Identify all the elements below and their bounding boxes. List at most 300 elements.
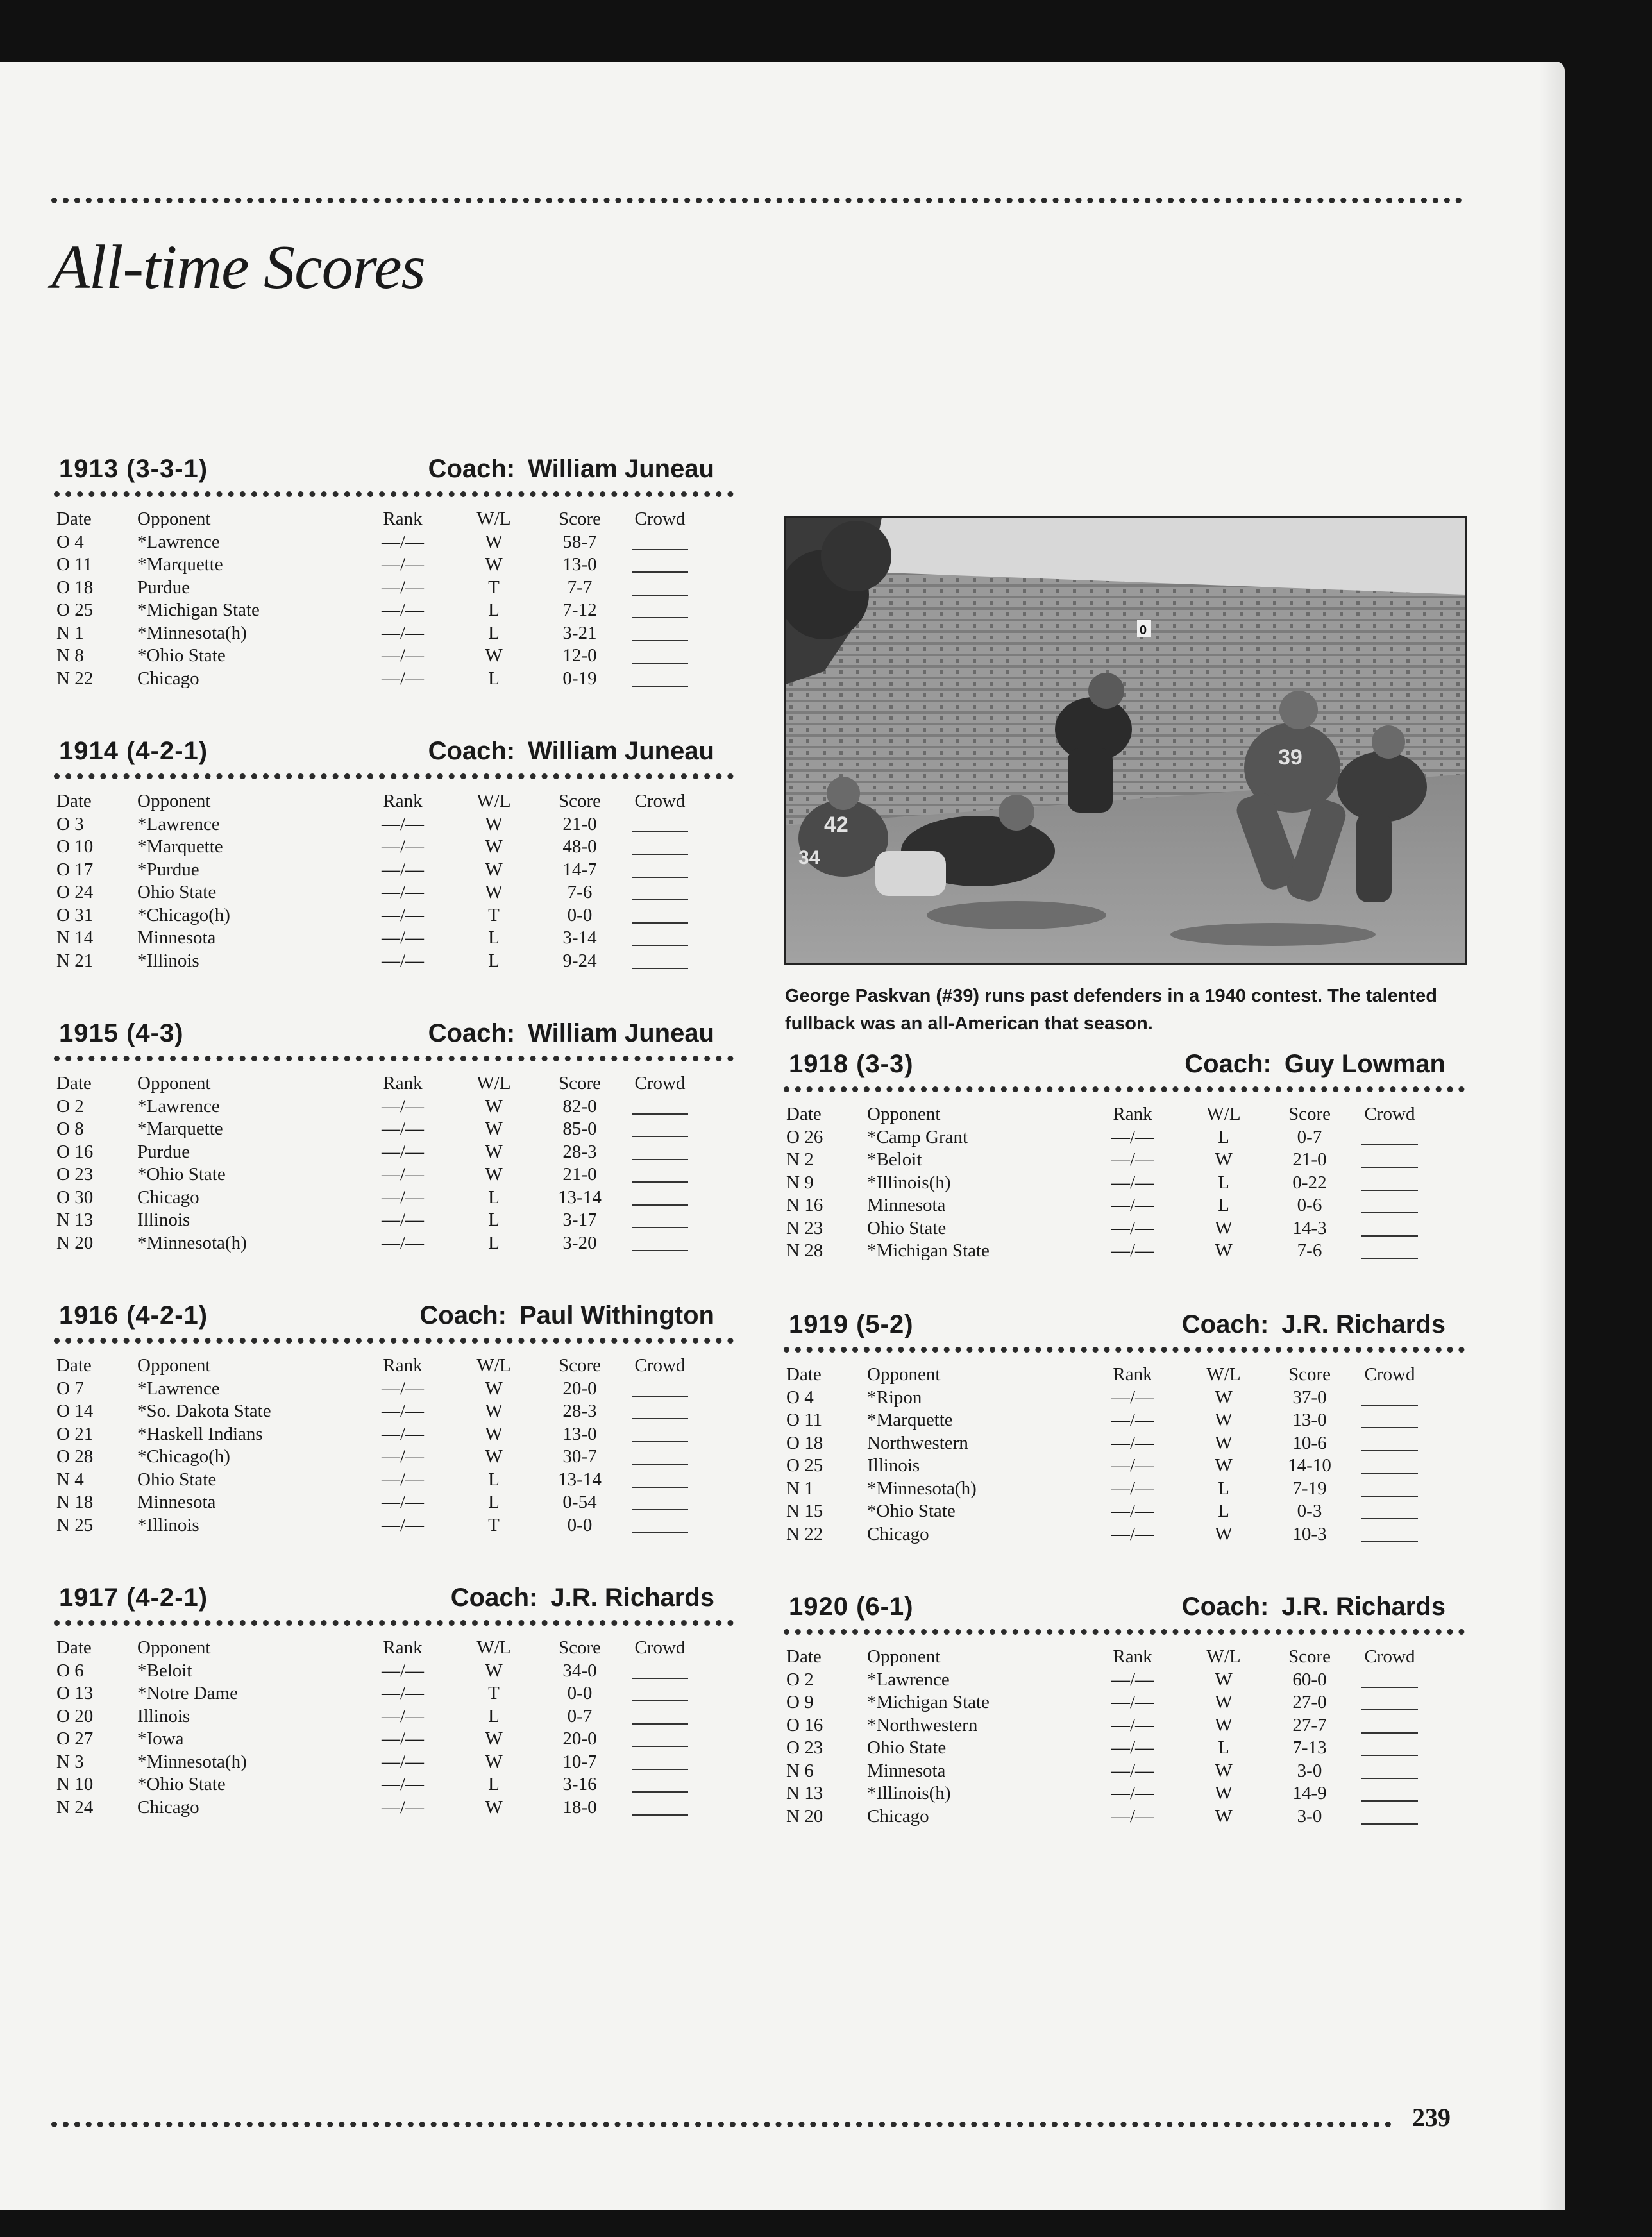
game-date: O 23 [56,1164,94,1185]
game-date: N 2 [786,1149,814,1170]
game-crowd [625,1728,695,1751]
game-result: L [488,1232,500,1253]
game-crowd [625,950,695,973]
game-crowd [625,836,695,859]
crowd-blank-line [632,864,688,878]
game-rank: —/— [381,836,425,857]
game-result: W [1215,1217,1233,1238]
game-date: O 4 [786,1387,814,1408]
game-opponent: *Marquette [137,836,223,857]
game-rank: —/— [381,1210,425,1230]
bottom-dotted-rule [51,2122,1392,2127]
game-date: O 17 [56,859,94,880]
header-rank: Rank [383,791,423,811]
game-result: W [485,882,503,902]
header-wl: W/L [476,791,511,811]
game-result: W [1215,1760,1233,1781]
season-block [54,1009,734,1279]
game-date: N 20 [56,1232,94,1253]
game-rank: —/— [1111,1455,1154,1476]
game-crowd [1354,1240,1425,1263]
coach-name: William Juneau [528,1019,714,1047]
game-date: O 26 [786,1126,823,1147]
game-crowd [625,1751,695,1774]
game-date: N 23 [786,1217,823,1238]
game-crowd [1354,1782,1425,1805]
game-opponent: *Beloit [137,1660,192,1681]
game-rank: —/— [381,1141,425,1162]
game-opponent: *Marquette [137,554,223,575]
game-crowd [625,1796,695,1819]
game-opponent: *Marquette [137,1118,223,1139]
header-wl: W/L [476,1355,511,1376]
table-row [54,622,695,645]
game-date: O 4 [56,531,84,552]
coach-name-line [1182,1310,1446,1339]
header-wl: W/L [476,1637,511,1658]
game-date: O 11 [786,1410,823,1430]
table-row [784,1714,1425,1737]
crowd-blank-line [1361,1177,1418,1191]
game-score: 7-19 [1292,1478,1327,1499]
game-result: W [485,1751,503,1772]
game-score: 60-0 [1292,1669,1327,1690]
game-opponent: *Purdue [137,859,199,880]
schedule-table [54,1072,695,1254]
game-opponent: *Minnesota(h) [867,1478,977,1499]
game-date: O 25 [786,1455,823,1476]
game-result: W [485,813,503,834]
game-score: 7-7 [567,577,593,598]
game-score: 85-0 [562,1118,597,1139]
game-date: O 11 [56,554,93,575]
game-date: O 25 [56,600,94,620]
season-dotted-rule [54,1620,734,1626]
table-header-row [54,508,695,531]
header-date: Date [786,1646,822,1667]
game-score: 3-14 [562,927,597,948]
game-result: L [488,1469,500,1490]
header-date: Date [56,1637,92,1658]
game-rank: —/— [381,577,425,598]
game-opponent: *Beloit [867,1149,922,1170]
game-opponent: *Minnesota(h) [137,1751,247,1772]
game-opponent: *Lawrence [137,813,220,834]
game-score: 82-0 [562,1095,597,1117]
crowd-blank-line [632,909,688,924]
game-date: O 18 [56,577,94,598]
season-dotted-rule [784,1086,1465,1092]
crowd-blank-line [1361,1528,1418,1542]
crowd-blank-line [632,886,688,900]
crowd-blank-line [1361,1765,1418,1779]
header-score: Score [558,791,602,811]
game-result: L [488,1492,500,1512]
game-result: W [1215,1149,1233,1170]
crowd-blank-line [632,955,688,969]
game-opponent: *Ohio State [137,1164,226,1185]
game-date: O 16 [56,1141,94,1162]
game-rank: —/— [1111,1149,1154,1170]
table-row [54,1118,695,1141]
game-score: 3-0 [1297,1760,1322,1781]
stadium-marker-0: 0 [1140,623,1147,637]
game-opponent: *Lawrence [137,1378,220,1399]
crowd-blank-line [1361,1674,1418,1688]
game-rank: —/— [381,1492,425,1512]
game-result: T [488,1514,500,1535]
game-score: 34-0 [562,1660,597,1681]
header-rank: Rank [383,1073,423,1093]
season-header [784,1040,1465,1079]
game-rank: —/— [1111,1126,1154,1147]
game-crowd [625,599,695,622]
game-rank: —/— [1111,1669,1154,1690]
header-opponent: Opponent [137,1637,211,1658]
table-row [54,904,695,927]
game-date: N 18 [56,1492,94,1512]
header-crowd: Crowd [634,1073,686,1093]
game-crowd [1354,1194,1425,1217]
crowd-blank-line [632,1778,688,1793]
game-opponent: *Lawrence [137,531,220,552]
schedule-table [784,1363,1425,1546]
table-row [54,553,695,577]
schedule-table [54,790,695,972]
header-wl: W/L [1206,1104,1241,1124]
game-rank: —/— [381,1683,425,1703]
table-row [54,1186,695,1210]
season-year-record: 1916 (4-2-1) [59,1301,208,1330]
game-result: L [488,1186,500,1208]
game-result: W [485,836,503,857]
game-score: 0-3 [1297,1501,1322,1521]
crowd-blank-line [632,1146,688,1160]
game-score: 48-0 [562,836,597,857]
game-date: N 1 [56,622,84,643]
header-wl: W/L [1206,1364,1241,1385]
game-result: L [488,1774,500,1794]
header-score: Score [1288,1104,1331,1124]
game-score: 13-0 [562,1423,597,1444]
table-row [54,1751,695,1774]
coach-name-line [428,737,714,766]
season-block [54,727,734,997]
header-wl: W/L [476,1073,511,1093]
table-row [54,1400,695,1423]
game-score: 21-0 [1292,1149,1327,1170]
crowd-blank-line [632,1214,688,1228]
game-crowd [625,1141,695,1164]
game-crowd [625,813,695,836]
game-crowd [625,1232,695,1255]
table-row [784,1455,1425,1478]
table-row [54,1705,695,1728]
game-crowd [1354,1760,1425,1783]
game-rank: —/— [381,859,425,880]
game-result: W [485,1141,503,1162]
game-opponent: *Illinois [137,1514,199,1535]
crowd-blank-line [1361,1392,1418,1406]
schedule-table [54,1355,695,1537]
game-result: W [1215,1432,1233,1453]
table-row [54,1491,695,1514]
game-result: W [485,1660,503,1681]
crowd-blank-line [632,1474,688,1488]
table-row [784,1805,1425,1828]
season-year-record: 1920 (6-1) [789,1592,914,1621]
game-score: 0-7 [567,1705,593,1726]
table-row [784,1760,1425,1783]
crowd-blank-line [632,1665,688,1679]
crowd-blank-line [1361,1437,1418,1451]
header-date: Date [56,1355,92,1376]
game-score: 13-14 [558,1469,602,1490]
game-crowd [1354,1172,1425,1195]
game-crowd [625,859,695,882]
game-result: W [485,531,503,552]
game-score: 14-9 [1292,1783,1327,1803]
coach-name-line [428,455,714,484]
schedule-table [54,1637,695,1819]
game-score: 14-3 [1292,1217,1327,1238]
game-rank: —/— [381,1164,425,1185]
game-crowd [1354,1669,1425,1692]
season-dotted-rule [784,1347,1465,1353]
header-opponent: Opponent [137,791,211,811]
game-crowd [1354,1409,1425,1432]
coach-name-line [1182,1592,1446,1621]
game-rank: —/— [1111,1195,1154,1215]
game-rank: —/— [381,1446,425,1467]
game-result: L [488,927,500,948]
game-rank: —/— [1111,1760,1154,1781]
game-rank: —/— [1111,1217,1154,1238]
crowd-blank-line [1361,1505,1418,1519]
game-date: N 8 [56,645,84,666]
game-crowd [625,1705,695,1728]
game-result: W [1215,1783,1233,1803]
table-row [54,1660,695,1683]
game-score: 14-7 [562,859,597,880]
table-row [784,1500,1425,1523]
season-header [54,727,734,766]
crowd-blank-line [632,1519,688,1533]
header-date: Date [56,509,92,529]
game-score: 21-0 [562,1164,597,1185]
table-row [784,1172,1425,1195]
game-crowd [1354,1714,1425,1737]
season-header [784,1583,1465,1621]
table-row [784,1240,1425,1263]
game-rank: —/— [381,531,425,552]
game-score: 13-14 [558,1186,602,1208]
header-opponent: Opponent [867,1646,941,1667]
season-dotted-rule [54,1056,734,1061]
game-date: N 21 [56,950,94,971]
game-date: N 13 [786,1783,823,1803]
game-score: 10-6 [1292,1432,1327,1453]
game-score: 9-24 [562,950,597,971]
game-rank: —/— [1111,1714,1154,1735]
game-crowd [625,1423,695,1446]
season-block [784,1040,1465,1310]
table-row [54,1209,695,1232]
page-edge-shadow [1539,62,1565,2210]
table-row [54,927,695,950]
season-year-record: 1919 (5-2) [789,1310,914,1338]
game-opponent: *Ohio State [867,1501,956,1521]
table-row [54,1514,695,1537]
game-score: 27-7 [1292,1714,1327,1735]
game-score: 27-0 [1292,1692,1327,1712]
crowd-blank-line [632,1451,688,1465]
table-row [54,645,695,668]
header-date: Date [786,1104,822,1124]
game-rank: —/— [381,1232,425,1253]
game-rank: —/— [1111,1783,1154,1803]
game-crowd [625,1118,695,1141]
season-header [54,445,734,484]
game-score: 12-0 [562,645,597,666]
game-result: L [1218,1172,1229,1193]
table-row [54,881,695,904]
game-rank: —/— [381,1118,425,1139]
game-score: 0-0 [567,1514,593,1535]
game-date: O 2 [786,1669,814,1690]
crowd-blank-line [632,650,688,664]
game-date: N 16 [786,1195,823,1215]
game-opponent: *Michigan State [137,600,260,620]
game-rank: —/— [381,1514,425,1535]
game-crowd [625,553,695,577]
game-date: N 22 [786,1523,823,1544]
coach-name-line [451,1583,714,1612]
schedule-table [54,508,695,690]
game-rank: —/— [381,950,425,971]
schedule-table [784,1646,1425,1828]
crowd-blank-line [632,1383,688,1397]
game-date: O 7 [56,1378,84,1399]
coach-name-line [1184,1050,1446,1079]
game-score: 0-22 [1292,1172,1327,1193]
season-block [54,445,734,714]
game-crowd [1354,1478,1425,1501]
game-opponent: Minnesota [137,927,216,948]
table-row [784,1478,1425,1501]
game-rank: —/— [1111,1737,1154,1758]
game-opponent: *Minnesota(h) [137,1232,247,1253]
crowd-blank-line [1361,1245,1418,1259]
game-date: O 3 [56,813,84,834]
crowd-blank-line [632,818,688,832]
coach-name: Guy Lowman [1284,1050,1446,1078]
header-opponent: Opponent [137,1355,211,1376]
game-score: 0-0 [567,1683,593,1703]
crowd-blank-line [1361,1742,1418,1756]
game-date: O 18 [786,1432,823,1453]
game-date: O 31 [56,904,94,925]
game-crowd [625,1186,695,1210]
game-score: 10-7 [562,1751,597,1772]
header-date: Date [56,1073,92,1093]
game-opponent: Minnesota [867,1195,946,1215]
game-date: O 30 [56,1186,94,1208]
header-crowd: Crowd [634,791,686,811]
game-score: 20-0 [562,1728,597,1749]
game-crowd [625,1682,695,1705]
game-date: N 24 [56,1796,94,1818]
season-year-record: 1913 (3-3-1) [59,455,208,483]
table-row [784,1669,1425,1692]
coach-label: Coach: [1181,1592,1269,1621]
game-rank: —/— [381,1728,425,1749]
game-crowd [1354,1126,1425,1149]
table-row [54,950,695,973]
coach-name-line [419,1301,714,1330]
game-crowd [625,1446,695,1469]
season-year-record: 1918 (3-3) [789,1050,914,1078]
table-row [54,1163,695,1186]
game-score: 28-3 [562,1401,597,1421]
game-rank: —/— [381,1423,425,1444]
game-opponent: *Camp Grant [867,1126,968,1147]
table-row [54,859,695,882]
crowd-blank-line [1361,1719,1418,1734]
game-result: L [488,1705,500,1726]
crowd-blank-line [1361,1696,1418,1710]
game-rank: —/— [381,1378,425,1399]
game-opponent: *Haskell Indians [137,1423,263,1444]
header-crowd: Crowd [634,509,686,529]
game-opponent: *Michigan State [867,1240,990,1261]
game-result: W [485,1118,503,1139]
game-opponent: *Chicago(h) [137,1446,230,1467]
game-opponent: Chicago [867,1523,929,1544]
crowd-blank-line [1361,1460,1418,1474]
game-result: W [1215,1387,1233,1408]
game-result: L [1218,1501,1229,1521]
game-result: T [488,1683,500,1703]
game-rank: —/— [381,904,425,925]
coach-label: Coach: [1181,1310,1269,1338]
season-dotted-rule [54,491,734,497]
coach-label: Coach: [428,455,516,483]
game-opponent: *Chicago(h) [137,904,230,925]
crowd-blank-line [632,536,688,550]
game-crowd [625,1209,695,1232]
game-rank: —/— [1111,1410,1154,1430]
game-opponent: *Notre Dame [137,1683,239,1703]
game-crowd [625,1163,695,1186]
game-score: 7-6 [567,882,593,902]
game-score: 0-7 [1297,1126,1322,1147]
crowd-blank-line [1361,1483,1418,1497]
game-date: O 21 [56,1423,94,1444]
game-date: N 1 [786,1478,814,1499]
game-result: L [488,600,500,620]
page [0,62,1565,2210]
header-opponent: Opponent [867,1364,941,1385]
game-rank: —/— [1111,1387,1154,1408]
game-opponent: *Lawrence [137,1095,220,1117]
header-score: Score [558,1637,602,1658]
header-crowd: Crowd [634,1637,686,1658]
crowd-blank-line [632,1237,688,1251]
game-crowd [625,1773,695,1796]
header-crowd: Crowd [1364,1364,1415,1385]
table-row [54,668,695,691]
